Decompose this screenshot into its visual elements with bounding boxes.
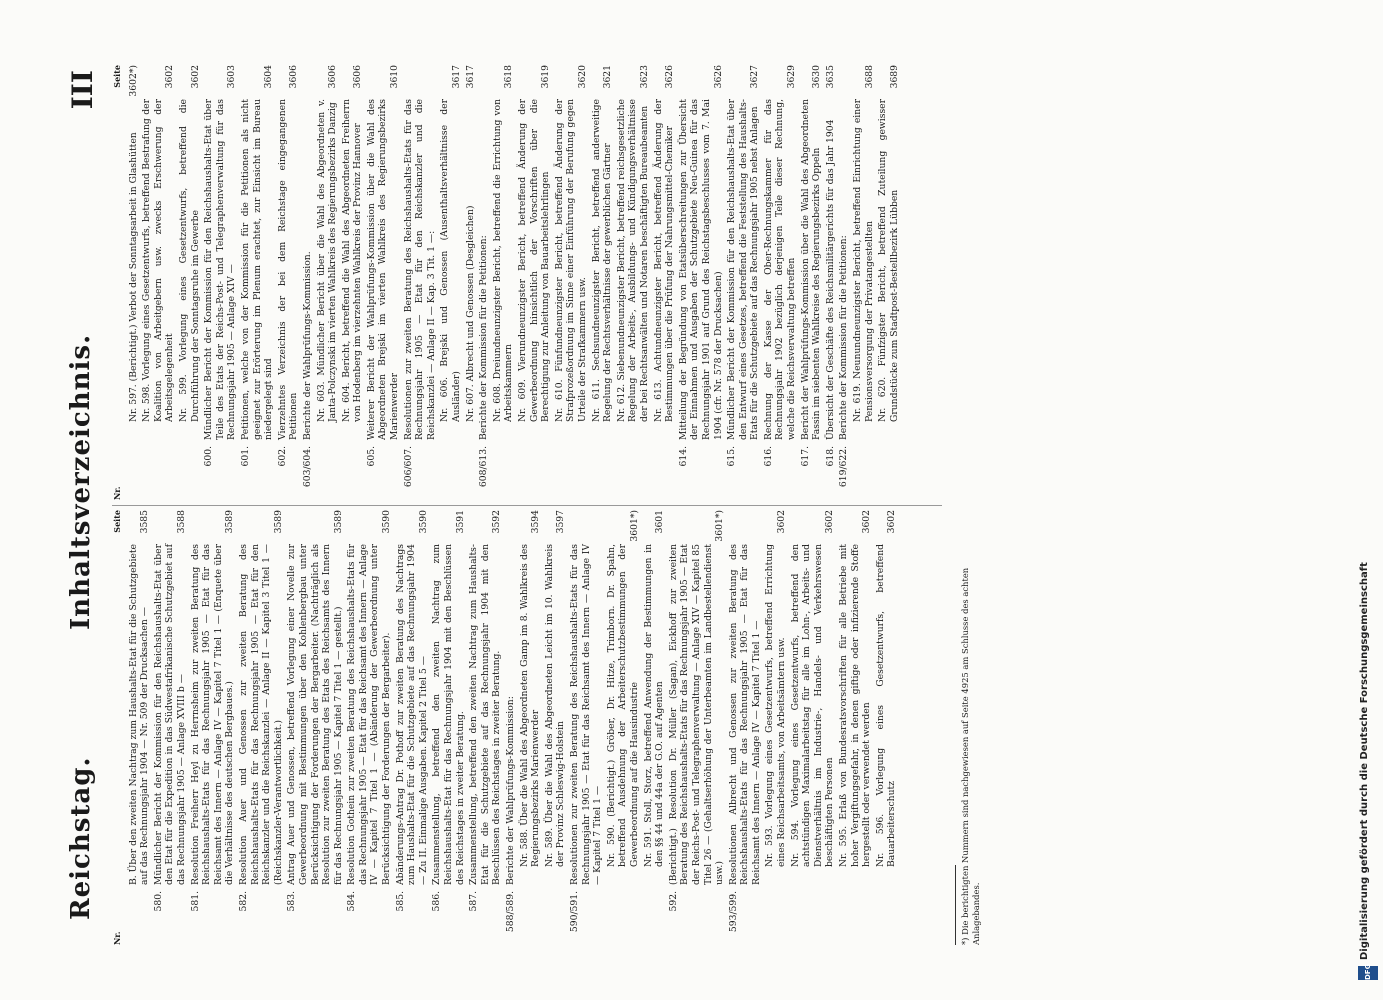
toc-entry (838, 65, 850, 500)
entry-page: 3601*) (628, 510, 640, 542)
left-column-head (112, 510, 124, 945)
entry-text: Weiterer Bericht der Wahlprüfungs-Kommission über die Wahl des Abgeordneten Brejski im vierten Wahlkreis des Regierungsbezirks Marienwerder (365, 99, 401, 440)
entry-text: Resolution Gothein zur zweiten Beratung des Reichshaushalts-Etats für das Rechnungsjahr 1905 — Etat für das Reichsamt des Innern — Anlage IV — Kapitel 7 Titel 1 — (Abänderung der Gewerbeordnung unter Berücksichtigung der Forderungen der Bergarbeiter). (346, 544, 393, 885)
entry-text: Mündlicher Bericht der Kommission für den Reichshaushalts-Etat über den Entwurf eines Gesetzes, betreffend die Feststellung des Haushalts-Etats für die Schutzgebiete auf das Rechnungsjahr 1905 nebst Anlagen (726, 99, 761, 440)
toc-entry (128, 510, 151, 945)
entry-page: 3601*) (714, 510, 726, 542)
digitization-note: Digitalisierung gefördert durch die Deutsche Forschungsgemeinschaft (1359, 562, 1370, 960)
toc-entry (800, 65, 823, 500)
entry-text: Mündlicher Bericht der Kommission für den Reichshaushalts-Etat über Teile des Etats der Reichs-Post- und Telegraphenverwaltung für das Rechnungsjahr 1905 — Anlage XIV — (203, 99, 238, 440)
toc-entry (852, 65, 875, 500)
entry-page: 3589 (272, 510, 284, 534)
toc-entry (366, 65, 401, 500)
toc-entry (277, 65, 300, 500)
toc-entry (465, 65, 477, 500)
toc-entry (316, 65, 339, 500)
toc-entry (468, 510, 503, 945)
digitization-sidebar (1355, 0, 1383, 1000)
entry-text: Nr. 612. Siebenundneunzigster Bericht, betreffend reichsgesetzliche Regelung der Arbeits-, Ausbildungs- und Kündigungsverhältnisse der bei Rechtsanwälten und Notaren beschäftigten Bureaubeamten (615, 99, 650, 422)
header-title-center: Inhaltsverzeichnis. (66, 333, 96, 630)
footnote-rule (955, 865, 956, 945)
entry-text: Abänderungs-Antrag Dr. Pothoff zur zweiten Beratung des Nachtrags zum Haushalts-Etat für die Schutzgebiete auf das Rechnungsjahr 1904 — Zu II. Einmalige Ausgaben. Kapitel 2 Titel 5 — (394, 544, 429, 885)
entry-page: 3602 (164, 65, 176, 89)
toc-entry (190, 510, 236, 945)
footnote: *) Die berichtigten Nummern sind nachgewiesen auf Seite 4925 am Schlusse des achten Anlagebandes. (960, 567, 981, 945)
toc-entry (763, 65, 798, 500)
column-divider (112, 505, 942, 506)
entry-text: Antrag Auer und Genossen, betreffend Vorlegung einer Novelle zur Gewerbeordnung mit Bestimmungen über den Kohlenbergbau unter Berücksichtigung der Forderungen der Bergarbeiter. (Nachträglich als Resolution zur zweiten Beratung des Etats des Reichsamts des Innern für das Rechnungsjahr 1905 — Kapitel 7 Titel 1 — gestellt.) (286, 544, 344, 885)
entry-text: Resolution Auer und Genossen zur zweiten Beratung des Reichshaushalts-Etats für das Rechnungsjahr 1905 — Etat für den Reichskanzler und die Reichskanzlei — Anlage II — Kapitel 3 Titel 1 — (Reichskanzler-Verantwortlichkeit.) (237, 544, 284, 885)
entry-text: Nr. 589. Über die Wahl des Abgeordneten Leicht im 10. Wahlkreis der Provinz Schleswig-Holstein (543, 544, 567, 867)
entry-text: Übersicht der Geschäfte des Reichsmilitärgerichts für das Jahr 1904 (824, 119, 836, 440)
entry-text: Nr. 604. Bericht, betreffend die Wahl des Abgeordneten Freiherrn von Hodenberg im vierzehnten Wahlkreis der Provinz Hannover (340, 99, 364, 422)
toc-entry (286, 510, 344, 945)
toc-entry (764, 510, 787, 945)
dfg-logo: DFG (1358, 966, 1378, 980)
toc-entry (825, 65, 837, 500)
entry-text: Zusammenstellung, betreffend den zweiten Nachtrag zum Haushalts-Etat für die Schutzgebiete auf das Rechnungsjahr 1904 mit den Beschlüssen des Reichstages in zweiter Beratung. (468, 544, 503, 885)
entry-text: Nr. 607. Albrecht und Genossen (Desgleichen) (464, 205, 476, 422)
entry-text: Berichte der Kommission für die Petitionen: (838, 235, 850, 440)
entry-number: 618. (824, 446, 836, 467)
entry-number: 588/589. (505, 891, 516, 933)
column-head-seite: Seite (112, 510, 122, 533)
entry-number: 587. (468, 891, 480, 912)
entry-text: Resolutionen Albrecht und Genossen zur zweiten Beratung des Reichshaushalts-Etats für das Rechnungsjahr 1905 — Etat für das Reichsamt des Innern — Anlage IV — Kapitel 7 Titel 1 — (727, 544, 762, 885)
entry-page: 3603 (226, 65, 238, 89)
toc-entry (238, 510, 284, 945)
toc-entry (341, 65, 364, 500)
entry-number: 592. (667, 891, 679, 912)
entry-text: Zusammenstellung, betreffend den zweiten Nachtrag zum Reichshaushalts-Etat für das Rechnungsjahr 1904 mit den Beschlüssen des Reichstages in zweiter Beratung. (431, 544, 466, 885)
toc-entry (517, 65, 552, 500)
toc-entry (431, 510, 466, 945)
entry-page: 3594 (530, 510, 542, 534)
right-entries (128, 65, 901, 500)
entry-page: 3626 (712, 65, 724, 89)
entry-text: Bericht der Wahlprüfungs-Kommission über die Wahl des Abgeordneten Fassin im siebenten Wahlkreise des Regierungsbezirks Oppeln (799, 99, 823, 440)
toc-entry (838, 510, 873, 945)
right-column (112, 65, 902, 500)
toc-entry (726, 65, 761, 500)
entry-page: 3688 (863, 65, 875, 89)
entry-page: 3635 (824, 65, 836, 89)
header-title-left: Reichstag. (66, 756, 96, 920)
toc-entry (128, 65, 140, 500)
entry-text: Nr. 595. Erlaß von Bundesratsvorschriften für alle Betriebe mit hoher Vergiftungsgefahr, in denen giftige oder infizierende Stoffe hergestellt oder verwendet werden (838, 544, 873, 867)
entry-page: 3626 (664, 65, 676, 89)
entry-page: 3619 (540, 65, 552, 89)
toc-entry (544, 510, 567, 945)
entry-text: Nr. 609. Vierundneunzigster Bericht, betreffend Änderung der Gewerbeordnung hinsichtlich der Vorschriften über die Berechtigung zur Anleitung von Bauarbeitslehrlingen (517, 99, 552, 422)
entry-page: 3627 (749, 65, 761, 89)
entry-text: Nr. 596. Vorlegung eines Gesetzentwurfs, betreffend Bauarbeiterschutz (874, 544, 898, 867)
entry-text: Nr. 611. Sechsundneunzigster Bericht, betreffend anderweitige Regelung der Rechtsverhältnisse der gewerblichen Gärtner (590, 99, 614, 422)
right-column-head (112, 65, 124, 500)
entry-page: 3620 (576, 65, 588, 89)
entry-number: 605. (365, 446, 377, 467)
entry-page: 3590 (417, 510, 429, 534)
toc-entry (591, 65, 614, 500)
entry-text: Nr. 593. Vorlegung eines Gesetzentwurfs, betreffend Errichtung eines Reichsarbeitsamts, von Arbeitsämtern usw. (764, 544, 788, 867)
toc-entry (178, 65, 201, 500)
entry-page: 3604 (263, 65, 275, 89)
entry-text: Petitionen, welche von der Kommission für die Petitionen als nicht geeignet zur Erörterung im Plenum erachtet, zur Einsicht im Bureau niedergelegt sind (239, 99, 275, 440)
toc-entry (569, 510, 604, 945)
toc-entry (616, 65, 651, 500)
entry-page: 3623 (638, 65, 650, 89)
entry-page: 3589 (332, 510, 344, 534)
toc-entry (728, 510, 763, 945)
entry-page: 3602*) (127, 65, 139, 97)
entry-number: 581. (189, 891, 201, 912)
entry-text: Nr. 597. (Berichtigt.) Verbot der Sonntagsarbeit in Glashütten (127, 132, 139, 422)
entry-page: 3597 (555, 510, 567, 534)
entry-number: 586. (431, 891, 443, 912)
entry-text: Nr. 590. (Berichtigt.) Gröber, Dr. Hitze, Trimborn. Dr. Spahn, betreffend Ausdehnung der Arbeiterschutzbestimmungen der Gewerbeordnung auf die Hausindustrie (605, 544, 640, 867)
entry-number: 580. (152, 891, 164, 912)
entry-page: 3689 (888, 65, 900, 89)
entry-text: Nr. 619. Neunundneunzigster Bericht, betreffend Einrichtung einer Pensionsversorgung der Privatangestellten (852, 99, 875, 422)
entry-text: Resolution Freiherr Heyl zu Herrnsheim zur zweiten Beratung des Reichshaushalts-Etats für das Rechnungsjahr 1905 — Etat für das Reichsamt des Innern — Anlage IV — Kapitel 7 Titel 1 — (Enquete über die Verhältnisse des deutschen Bergbaues.) (189, 544, 236, 885)
toc-entry (203, 65, 238, 500)
entry-page: 3610 (389, 65, 401, 89)
toc-entry (519, 510, 542, 945)
left-column (112, 510, 900, 945)
entry-text: Berichte der Kommission für die Petitionen: (478, 235, 490, 440)
page-header (66, 60, 106, 960)
toc-entry (653, 65, 676, 500)
entry-text: Rechnung der Kasse der Ober-Rechnungskammer für das Rechnungsjahr 1902 bezüglich derjenigen Teile dieser Rechnung, welche die Reichsverwaltung betreffen (762, 99, 798, 440)
entry-text: Nr. 588. Über die Wahl des Abgeordneten Gamp im 8. Wahlkreis des Regierungsbezirks Marienwerder (518, 544, 542, 867)
entry-text: Nr. 606. Brejski und Genossen (Ausenthaltsverhältnisse der Ausländer) (439, 99, 463, 422)
entry-number: 619/622. (838, 446, 850, 488)
entry-text: Nr. 598. Vorlegung eines Gesetzentwurfs, betreffend Bestrafung der Koalition von Arbeitgebern usw. zwecks Erschwerung der Arbeitsgelegenheit (141, 99, 176, 422)
entry-number: 582. (237, 891, 249, 912)
entry-text: Berichte der Wahlprüfungs-Kommission. (301, 251, 313, 440)
column-head-seite: Seite (112, 65, 122, 88)
left-entries (128, 510, 898, 945)
entry-text: (Berichtigt.) Resolution Dr. Müller (Sagan), Eickhoff zur zweiten Beratung des Reichshaushalts-Etats für das Rechnungsjahr 1905 — Etat der Reichs-Post- und Telegraphenverwaltung — Anlage XIV — Kapitel 85 Titel 26 — (Gehaltserhöhung der Unterbeamten im Landbestellendienst usw.) (667, 544, 726, 885)
toc-entry (606, 510, 641, 945)
entry-page: 3621 (602, 65, 614, 89)
entry-text: Berichte der Wahlprüfungs-Kommission: (505, 696, 516, 885)
entry-page: 3590 (381, 510, 393, 534)
entry-number: 601. (239, 446, 251, 467)
entry-text: Mitteilung der Begründung von Etatsüberschreitungen zur Übersicht der Einnahmen und Ausgaben der Schutzgebiete Neu-Guinea für das Rechnungsjahr 1901 auf Grund des Reichstagsbeschlusses vom 7. Mai 1904 (cfr. Nr. 578 der Drucksachen) (677, 99, 724, 440)
entry-number: 606/607. (402, 446, 414, 488)
entry-number: 585. (394, 891, 406, 912)
entry-text: Nr. 594. Vorlegung eines Gesetzentwurfs, betreffend den achtstündigen Maximalarbeitstag für alle im Lohn-, Arbeits- und Dienstverhältnis im Industrie-, Handels- und Verkehrswesen beschäftigten Personen (789, 544, 836, 867)
entry-text: Nr. 599. Vorlegung eines Gesetzentwurfs, betreffend die Durchführung der Sonntagsruhe im Gewerbe (177, 99, 201, 422)
toc-entry (240, 65, 275, 500)
entry-number: 608/613. (478, 446, 490, 488)
entry-page: 3602 (824, 510, 836, 534)
entry-page: 3601 (654, 510, 666, 534)
toc-entry (141, 65, 176, 500)
entry-text: Vierzehntes Verzeichnis der bei dem Reichstage eingegangenen Petitionen (276, 99, 300, 440)
toc-entry (790, 510, 836, 945)
entry-page: 3630 (811, 65, 823, 89)
entry-number: 615. (726, 446, 738, 467)
entry-text: Nr. 620. Fünfzigster Bericht, betreffend Zuteilung gewisser Grundstücke zum Stadtpost-Bestellbezirk Lübben (877, 99, 900, 422)
entry-number: 590/591. (568, 891, 580, 933)
toc-entry (478, 65, 490, 500)
entry-text: Nr. 610. Fünfundneunzigster Bericht, betreffend Änderung der Strafprozeßordnung im Sinne einer Einführung der Berufung gegen Urteile der Strafkammern usw. (553, 99, 588, 422)
entry-number: 584. (346, 891, 358, 912)
toc-entry (346, 510, 392, 945)
entry-page: 3602 (776, 510, 788, 534)
entry-text: Resolutionen zur zweiten Beratung des Reichshaushalts-Etats für das Rechnungsjahr 1905 — Etat für den Reichskanzler und die Reichskanzlei — Anlage II — Kap. 3 Tit. 1 —: (402, 99, 437, 440)
entry-number: 593/599. (727, 891, 739, 933)
toc-entry (492, 65, 515, 500)
toc-entry (668, 510, 726, 945)
toc-entry (875, 510, 898, 945)
toc-entry (302, 65, 314, 500)
entry-page: 3602 (861, 510, 873, 534)
entry-page: 3606 (288, 65, 300, 89)
entry-number: 614. (677, 446, 689, 467)
entry-number: 600. (203, 446, 215, 467)
entry-text: Nr. 608. Dreiundneunzigster Bericht, betreffend die Errichtung von Arbeitskammern (491, 99, 515, 422)
page-number: III (66, 70, 99, 110)
entry-text: Nr. 613. Achtundneunzigster Bericht, betreffend Änderung der Bestimmungen über die Prüfung der Nahrungsmittel-Chemiker (652, 99, 676, 422)
entry-text: Nr. 603. Mündlicher Bericht über die Wahl des Abgeordneten v. Janta-Polczynski im vierten Wahlkreis des Regierungsbezirks Danzig (315, 99, 339, 422)
toc-entry (505, 510, 517, 945)
entry-page: 3592 (491, 510, 503, 534)
column-head-nr: Nr. (112, 931, 122, 945)
toc-entry (678, 65, 724, 500)
entry-page: 3588 (175, 510, 187, 534)
entry-page: 3591 (454, 510, 466, 534)
entry-text: Resolutionen zur zweiten Beratung des Reichshaushalts-Etats für das Rechnungsjahr 1905 — Etat für das Reichsamt des Innern — Anlage IV — Kapitel 7 Titel 1 — (568, 544, 604, 885)
entry-page: 3617 (451, 65, 463, 89)
toc-entry (153, 510, 188, 945)
entry-text: Mündlicher Bericht der Kommission für den Reichshaushalts-Etat über den Etat für die Expedition in das Südwestafrikanische Schutzgebiet auf das Rechnungsjahr 1905 — Anlage XVIII b — (152, 544, 187, 885)
toc-entry (643, 510, 666, 945)
entry-page: 3606 (352, 65, 364, 89)
entry-number: 602. (276, 446, 288, 467)
entry-text: Nr. 591. Stoll, Storz, betreffend Anwendung der Bestimmungen in den §§ 44 und 44a der G.O. auf Agenten (642, 544, 666, 867)
toc-entry (395, 510, 430, 945)
entry-text: B. Über den zweiten Nachtrag zum Haushalts-Etat für die Schutzgebiete auf das Rechnungsjahr 1904 — Nr. 509 der Drucksachen — (127, 544, 151, 885)
toc-entry (877, 65, 900, 500)
entry-page: 3585 (139, 510, 151, 534)
entry-number: 616. (762, 446, 774, 467)
entry-page: 3629 (786, 65, 798, 89)
entry-number: 617. (799, 446, 811, 467)
entry-page: 3618 (503, 65, 515, 89)
entry-number: 583. (286, 891, 298, 912)
toc-entry (554, 65, 589, 500)
entry-page: 3606 (327, 65, 339, 89)
entry-page: 3602 (189, 65, 201, 89)
entry-page: 3589 (224, 510, 236, 534)
column-head-nr: Nr. (112, 486, 122, 500)
entry-page: 3602 (886, 510, 898, 534)
toc-entry (439, 65, 462, 500)
entry-number: 603/604. (301, 446, 313, 488)
entry-page: 3617 (464, 65, 476, 89)
toc-entry (403, 65, 438, 500)
